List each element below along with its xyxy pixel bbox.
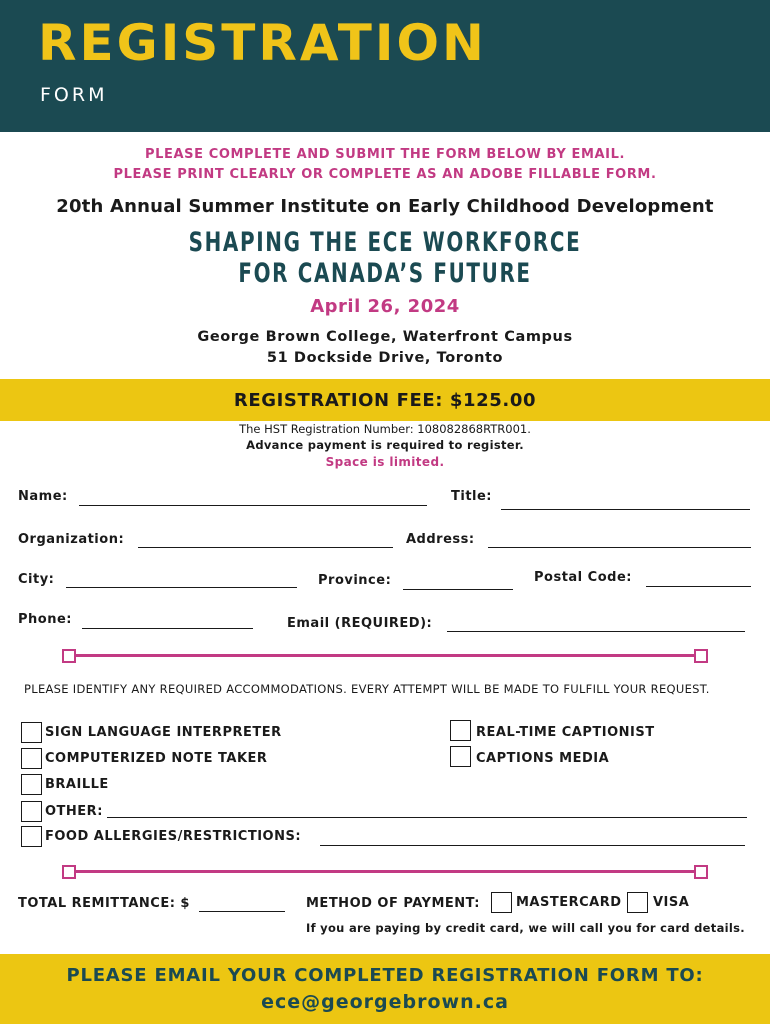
space-limited-note: Space is limited.: [325, 455, 445, 469]
hst-number: The HST Registration Number: 108082868RTR001.: [239, 422, 531, 436]
city-field[interactable]: [66, 587, 297, 588]
email-label: Email (REQUIRED):: [287, 616, 433, 631]
province-field[interactable]: [403, 589, 513, 590]
phone-field[interactable]: [82, 628, 253, 629]
address-label: Address:: [406, 532, 475, 547]
divider-endcap-left: [62, 865, 76, 879]
name-label: Name:: [18, 489, 68, 504]
registration-fee: REGISTRATION FEE: $125.00: [233, 390, 537, 411]
title-label: Title:: [451, 489, 493, 504]
postal-code-field[interactable]: [646, 586, 751, 587]
email-field[interactable]: [447, 631, 745, 632]
food-allergies-label: FOOD ALLERGIES/RESTRICTIONS:: [45, 829, 302, 844]
food-allergies-field[interactable]: [320, 845, 745, 846]
visa-checkbox[interactable]: [627, 892, 648, 913]
captions-media-label: CAPTIONS MEDIA: [476, 751, 610, 766]
instruction-line-1: PLEASE COMPLETE AND SUBMIT THE FORM BELOW BY EMAIL.: [144, 147, 626, 162]
name-field[interactable]: [79, 505, 427, 506]
note-taker-checkbox[interactable]: [21, 748, 42, 769]
venue-line-2: 51 Dockside Drive, Toronto: [266, 350, 504, 366]
venue-line-1: George Brown College, Waterfront Campus: [197, 329, 573, 345]
province-label: Province:: [318, 573, 392, 588]
advance-payment-note: Advance payment is required to register.: [246, 438, 524, 452]
postal-code-label: Postal Code:: [534, 570, 632, 585]
food-allergies-checkbox[interactable]: [21, 826, 42, 847]
event-name: 20th Annual Summer Institute on Early Childhood Development: [56, 196, 714, 217]
mastercard-label: MASTERCARD: [516, 895, 622, 910]
title-field[interactable]: [501, 509, 750, 510]
other-label: OTHER:: [45, 804, 103, 819]
note-taker-label: COMPUTERIZED NOTE TAKER: [45, 751, 268, 766]
address-field[interactable]: [488, 547, 751, 548]
braille-checkbox[interactable]: [21, 774, 42, 795]
other-field[interactable]: [107, 817, 747, 818]
mastercard-checkbox[interactable]: [491, 892, 512, 913]
phone-label: Phone:: [18, 612, 72, 627]
total-remittance-label: TOTAL REMITTANCE: $: [18, 896, 190, 911]
footer-email-link[interactable]: ece@georgebrown.ca: [261, 991, 509, 1013]
sign-language-checkbox[interactable]: [21, 722, 42, 743]
organization-label: Organization:: [18, 532, 125, 547]
accommodations-prompt: PLEASE IDENTIFY ANY REQUIRED ACCOMMODATIONS. EVERY ATTEMPT WILL BE MADE TO FULFILL YOUR REQUEST.: [24, 682, 710, 696]
page-subtitle: FORM: [40, 84, 108, 106]
city-label: City:: [18, 572, 55, 587]
braille-label: BRAILLE: [45, 777, 109, 792]
event-theme-line-2: FOR CANADA’S FUTURE: [238, 258, 532, 289]
footer-instruction: PLEASE EMAIL YOUR COMPLETED REGISTRATION FORM TO:: [66, 965, 704, 986]
captions-media-checkbox[interactable]: [450, 746, 471, 767]
event-date: April 26, 2024: [310, 296, 460, 317]
divider-line: [68, 870, 702, 873]
credit-card-note: If you are paying by credit card, we will call you for card details.: [306, 921, 745, 935]
event-theme-line-1: SHAPING THE ECE WORKFORCE: [188, 227, 582, 258]
instruction-line-2: PLEASE PRINT CLEARLY OR COMPLETE AS AN ADOBE FILLABLE FORM.: [113, 167, 657, 182]
page-title: REGISTRATION: [38, 14, 487, 72]
divider-endcap-right: [694, 865, 708, 879]
other-checkbox[interactable]: [21, 801, 42, 822]
total-remittance-field[interactable]: [199, 911, 285, 912]
captionist-checkbox[interactable]: [450, 720, 471, 741]
captionist-label: REAL-TIME CAPTIONIST: [476, 725, 655, 740]
payment-method-label: METHOD OF PAYMENT:: [306, 896, 481, 911]
divider-endcap-right: [694, 649, 708, 663]
visa-label: VISA: [653, 895, 690, 910]
organization-field[interactable]: [138, 547, 393, 548]
sign-language-label: SIGN LANGUAGE INTERPRETER: [45, 725, 282, 740]
divider-endcap-left: [62, 649, 76, 663]
divider-line: [68, 654, 702, 657]
